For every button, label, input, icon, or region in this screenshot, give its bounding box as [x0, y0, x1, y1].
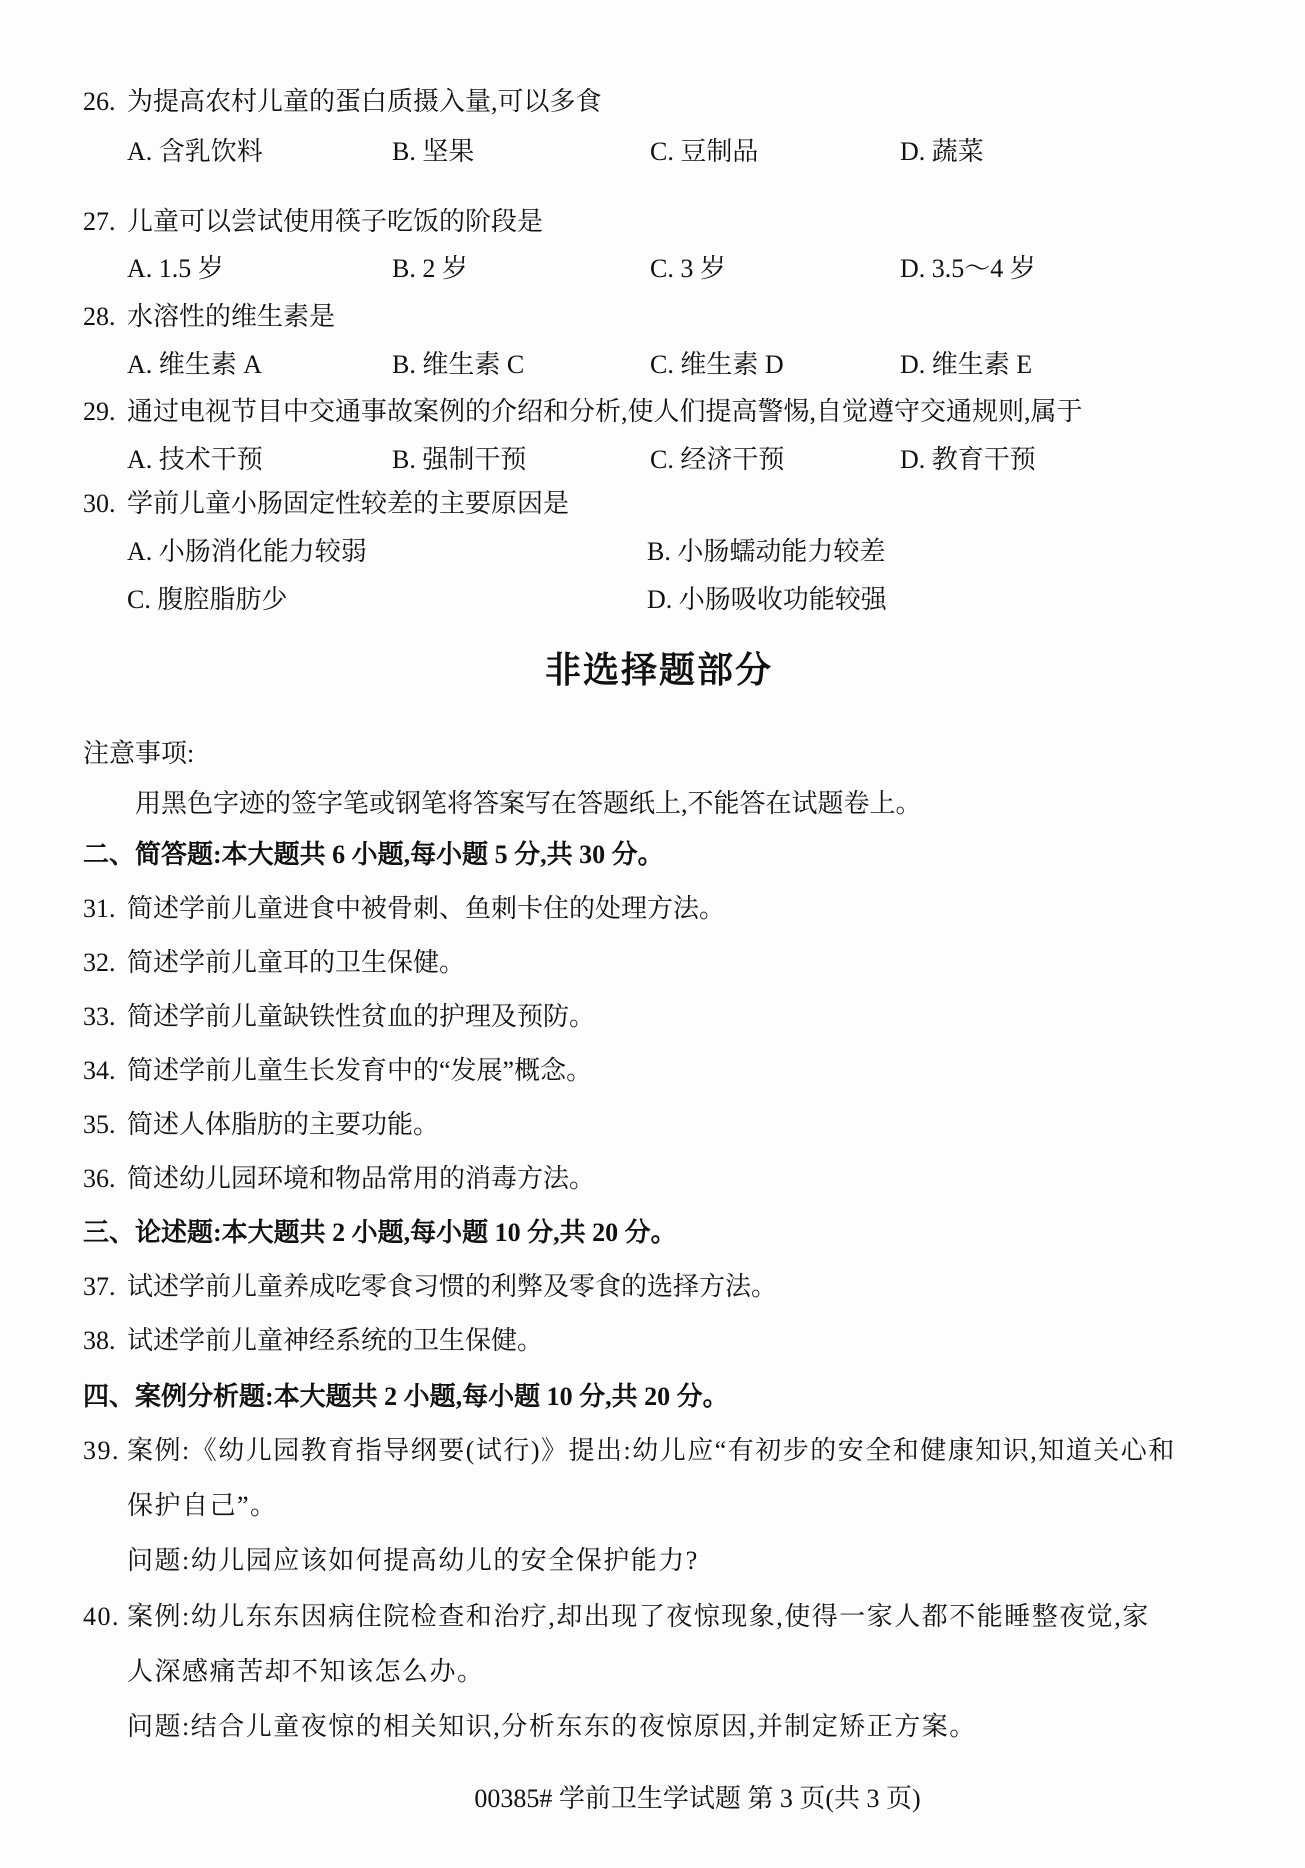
- question-38: [83, 1324, 1235, 1358]
- question-40-case-line-1: 案例:幼儿东东因病住院检查和治疗,却出现了夜惊现象,使得一家人都不能睡整夜觉,家: [127, 1602, 1150, 1631]
- page-footer-text: 00385# 学前卫生学试题 第 3 页(共 3 页): [474, 1784, 921, 1813]
- question-39-question-line: 问题:幼儿园应该如何提高幼儿的安全保护能力?: [127, 1546, 699, 1575]
- option-30-b: B. 小肠蠕动能力较差: [647, 537, 886, 566]
- question-29: [83, 395, 1235, 429]
- question-34-text: 简述学前儿童生长发育中的“发展”概念。: [127, 1056, 593, 1085]
- option-26-c: C. 豆制品: [650, 137, 759, 166]
- question-28: [83, 300, 1235, 334]
- question-37: [83, 1270, 1235, 1304]
- option-29-d: D. 教育干预: [900, 445, 1036, 474]
- option-29-a: A. 技术干预: [127, 445, 263, 474]
- question-33: [83, 1000, 1235, 1034]
- question-27: [83, 205, 1235, 239]
- question-26-stem: 为提高农村儿童的蛋白质摄入量,可以多食: [127, 87, 602, 116]
- question-26-number: 26.: [83, 87, 116, 116]
- question-34: [83, 1054, 1235, 1088]
- option-30-a: A. 小肠消化能力较弱: [127, 537, 367, 566]
- question-34-number: 34.: [83, 1056, 116, 1085]
- page-footer: [0, 1782, 1305, 1816]
- option-26-a: A. 含乳饮料: [127, 137, 263, 166]
- question-28-number: 28.: [83, 302, 116, 331]
- question-33-number: 33.: [83, 1002, 116, 1031]
- option-28-d: D. 维生素 E: [900, 350, 1033, 379]
- option-27-b: B. 2 岁: [392, 254, 468, 283]
- question-40-number: 40.: [83, 1602, 120, 1631]
- question-39-number: 39.: [83, 1436, 120, 1465]
- question-40: [83, 1600, 1235, 1744]
- question-27-options: [127, 252, 1235, 286]
- option-30-d: D. 小肠吸收功能较强: [647, 585, 887, 614]
- question-37-number: 37.: [83, 1272, 116, 1301]
- question-31-number: 31.: [83, 894, 116, 923]
- question-33-text: 简述学前儿童缺铁性贫血的护理及预防。: [127, 1002, 596, 1031]
- question-32-text: 简述学前儿童耳的卫生保健。: [127, 948, 466, 977]
- question-38-number: 38.: [83, 1326, 116, 1355]
- question-26: [83, 85, 1235, 119]
- case-analysis-heading: 四、案例分析题:本大题共 2 小题,每小题 10 分,共 20 分。: [83, 1382, 729, 1411]
- question-26-options: [127, 135, 1235, 169]
- question-39-case-line-1: 案例:《幼儿园教育指导纲要(试行)》提出:幼儿应“有初步的安全和健康知识,知道关心和: [127, 1436, 1176, 1465]
- question-30: [83, 487, 1235, 521]
- short-answer-heading: 二、简答题:本大题共 6 小题,每小题 5 分,共 30 分。: [83, 840, 664, 869]
- question-35-number: 35.: [83, 1110, 116, 1139]
- question-28-options: [127, 348, 1235, 382]
- mcq-section: [83, 85, 1235, 617]
- question-37-text: 试述学前儿童养成吃零食习惯的利弊及零食的选择方法。: [127, 1272, 778, 1301]
- option-30-c: C. 腹腔脂肪少: [127, 585, 288, 614]
- option-27-c: C. 3 岁: [650, 254, 726, 283]
- question-35-text: 简述人体脂肪的主要功能。: [127, 1110, 440, 1139]
- question-29-stem: 通过电视节目中交通事故案例的介绍和分析,使人们提高警惕,自觉遵守交通规则,属于: [127, 397, 1083, 426]
- option-29-c: C. 经济干预: [650, 445, 785, 474]
- option-27-a: A. 1.5 岁: [127, 254, 224, 283]
- question-30-options-row1: [127, 535, 1235, 569]
- question-29-number: 29.: [83, 397, 116, 426]
- question-31: [83, 892, 1235, 926]
- section-title: 非选择题部分: [544, 649, 773, 690]
- question-36: [83, 1162, 1235, 1196]
- question-27-stem: 儿童可以尝试使用筷子吃饭的阶段是: [127, 207, 544, 236]
- question-36-number: 36.: [83, 1164, 116, 1193]
- question-30-number: 30.: [83, 489, 116, 518]
- essay-heading: 三、论述题:本大题共 2 小题,每小题 10 分,共 20 分。: [83, 1218, 677, 1247]
- notice-body: 用黑色字迹的签字笔或钢笔将答案写在答题纸上,不能答在试题卷上。: [135, 789, 922, 818]
- question-32: [83, 946, 1235, 980]
- option-28-a: A. 维生素 A: [127, 350, 263, 379]
- question-39-case-line-2: 保护自己”。: [127, 1491, 278, 1520]
- question-31-text: 简述学前儿童进食中被骨刺、鱼刺卡住的处理方法。: [127, 894, 726, 923]
- question-28-stem: 水溶性的维生素是: [127, 302, 336, 331]
- option-28-c: C. 维生素 D: [650, 350, 784, 379]
- question-40-case-line-2: 人深感痛苦却不知该怎么办。: [127, 1657, 485, 1686]
- option-26-b: B. 坚果: [392, 137, 475, 166]
- question-29-options: [127, 443, 1235, 477]
- question-39: [83, 1434, 1235, 1578]
- question-30-options-row2: [127, 583, 1235, 617]
- notice-label: 注意事项:: [83, 739, 195, 768]
- option-29-b: B. 强制干预: [392, 445, 527, 474]
- option-27-d: D. 3.5～4 岁: [900, 254, 1036, 283]
- question-40-question-line: 问题:结合儿童夜惊的相关知识,分析东东的夜惊原因,并制定矫正方案。: [127, 1712, 977, 1741]
- question-38-text: 试述学前儿童神经系统的卫生保健。: [127, 1326, 544, 1355]
- question-35: [83, 1108, 1235, 1142]
- question-36-text: 简述幼儿园环境和物品常用的消毒方法。: [127, 1164, 596, 1193]
- option-28-b: B. 维生素 C: [392, 350, 525, 379]
- question-27-number: 27.: [83, 207, 116, 236]
- question-32-number: 32.: [83, 948, 116, 977]
- question-30-stem: 学前儿童小肠固定性较差的主要原因是: [127, 489, 570, 518]
- option-26-d: D. 蔬菜: [900, 137, 984, 166]
